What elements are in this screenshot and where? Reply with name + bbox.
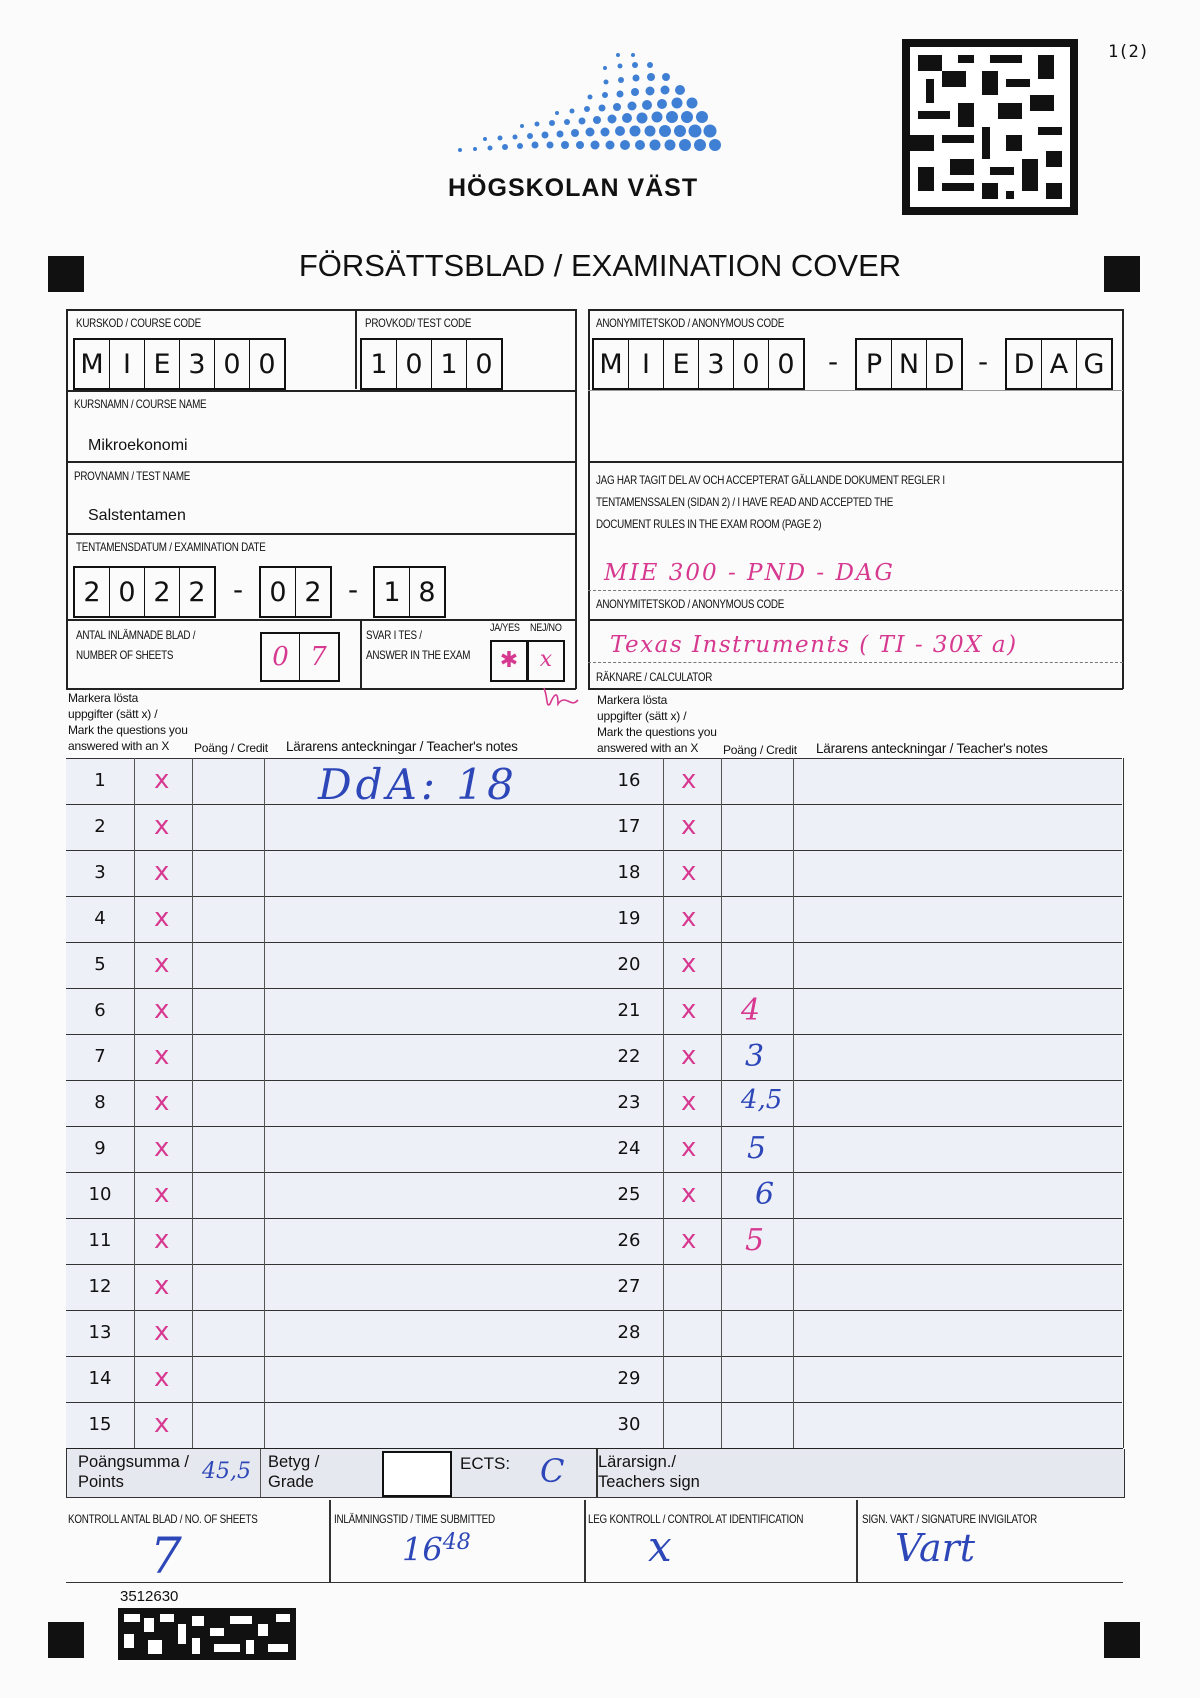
calculator-value: Texas Instruments ( TI - 30X a) (610, 632, 1018, 658)
sheets-label-line: ANTAL INLÄMNADE BLAD / (76, 628, 196, 642)
handwritten-anonymous-code: MIE 300 - PND - DAG (604, 560, 895, 586)
sheets-control-label: KONTROLL ANTAL BLAD / NO. OF SHEETS (68, 1512, 258, 1526)
table-row (595, 758, 1122, 805)
teacher-note: DdA: 18 (318, 760, 518, 809)
question-number: 17 (617, 816, 641, 837)
question-number: 19 (617, 908, 641, 929)
table-row (595, 804, 1122, 851)
question-number: 3 (94, 862, 106, 883)
question-number: 7 (94, 1046, 106, 1067)
date-char: 2 (75, 568, 110, 616)
notes-column-header: Lärarens anteckningar / Teacher's notes (286, 739, 518, 754)
course-code-label: KURSKOD / COURSE CODE (76, 316, 201, 330)
test-code-char: 1 (432, 340, 467, 388)
answered-mark: x (154, 1225, 170, 1255)
question-number: 1 (94, 770, 106, 791)
sheets-label (76, 625, 195, 665)
mark-header-line: Markera lösta (597, 693, 668, 707)
course-code-char: E (145, 340, 180, 388)
time-hour: 16 (402, 1530, 443, 1569)
calculator-label: RÄKNARE / CALCULATOR (596, 670, 713, 684)
page-title: FÖRSÄTTSBLAD / EXAMINATION COVER (298, 248, 902, 283)
question-number: 28 (617, 1322, 641, 1343)
question-number: 24 (617, 1138, 641, 1159)
answered-mark: x (681, 1041, 697, 1071)
exam-date-day (373, 566, 446, 618)
question-number: 16 (617, 770, 641, 791)
date-char: 2 (145, 568, 180, 616)
table-row (595, 1356, 1122, 1403)
question-number: 20 (617, 954, 641, 975)
question-number: 8 (94, 1092, 106, 1113)
answered-mark: x (154, 857, 170, 887)
rules-accept-line: JAG HAR TAGIT DEL AV OCH ACCEPTERAT GÄLLANDE DOKUMENT REGLER I (596, 473, 945, 487)
points-label (78, 1452, 189, 1492)
anonymous-code-char: P (857, 340, 892, 388)
grade-box (382, 1451, 452, 1497)
table-row (595, 942, 1122, 989)
answer-in-exam-label-line: SVAR I TES / (366, 628, 422, 642)
table-row (595, 1034, 1122, 1081)
question-number: 22 (617, 1046, 641, 1067)
answered-mark: x (154, 1409, 170, 1439)
anonymous-code-part2 (855, 338, 963, 390)
barcode-number: 3512630 (120, 1588, 179, 1605)
answered-mark: x (154, 1317, 170, 1347)
anonymous-code-part3 (1005, 338, 1113, 390)
course-name-label: KURSNAMN / COURSE NAME (74, 397, 207, 411)
table-row (66, 1172, 595, 1219)
table-row (595, 1264, 1122, 1311)
initials-scribble-icon (540, 684, 580, 712)
rows-left (66, 758, 595, 1448)
points-label-line: Points (78, 1473, 124, 1491)
mark-header-line: answered with an X (68, 739, 170, 753)
yes-mark: ✱ (499, 648, 519, 673)
question-number: 15 (88, 1414, 112, 1435)
course-code-char: 0 (215, 340, 250, 388)
credit-points: 6 (755, 1177, 775, 1212)
answered-mark: x (154, 811, 170, 841)
date-separator: - (233, 573, 244, 606)
invigilator-signature: Vart (895, 1526, 976, 1570)
sheets-label-line: NUMBER OF SHEETS (76, 648, 174, 662)
question-number: 21 (617, 1000, 641, 1021)
mark-header-line: answered with an X (597, 741, 699, 755)
credit-points: 4,5 (741, 1085, 783, 1115)
qr-code (902, 37, 1078, 217)
table-row (66, 804, 595, 851)
barcode (118, 1608, 296, 1660)
test-code-char: 1 (362, 340, 397, 388)
table-row (66, 850, 595, 897)
table-row (595, 896, 1122, 943)
question-number: 2 (94, 816, 106, 837)
question-number: 18 (617, 862, 641, 883)
grade-label (268, 1452, 319, 1492)
mark-header-line: Markera lösta (68, 691, 139, 705)
table-row (66, 1264, 595, 1311)
course-code-char: 3 (180, 340, 215, 388)
question-number: 30 (617, 1414, 641, 1435)
test-code-label: PROVKOD/ TEST CODE (365, 316, 472, 330)
answered-mark: x (681, 811, 697, 841)
answered-mark: x (681, 765, 697, 795)
credit-column-header: Poäng / Credit (194, 741, 268, 755)
table-row (595, 1310, 1122, 1357)
question-number: 26 (617, 1230, 641, 1251)
question-number: 11 (88, 1230, 112, 1251)
points-total: 45,5 (202, 1459, 251, 1484)
logo-text: HÖGSKOLAN VÄST (448, 174, 699, 202)
time-submitted-value (402, 1530, 471, 1569)
answered-mark: x (154, 995, 170, 1025)
yes-label: JA/YES (490, 622, 520, 634)
mark-header-line: Mark the questions you (597, 725, 717, 739)
identification-control-value: x (648, 1522, 672, 1571)
test-code-char: 0 (475, 348, 493, 380)
answered-mark: x (681, 903, 697, 933)
answered-mark: x (154, 903, 170, 933)
anonymous-code-separator: - (978, 345, 989, 378)
rules-accept-line: TENTAMENSSALEN (SIDAN 2) / I HAVE READ AND ACCEPTED THE (596, 495, 894, 509)
test-code-boxes (360, 338, 503, 390)
corner-marker (1104, 1622, 1140, 1658)
question-number: 13 (88, 1322, 112, 1343)
table-row (66, 896, 595, 943)
date-char: 0 (261, 568, 296, 616)
table-row (595, 1218, 1122, 1265)
rules-accept-line: DOCUMENT RULES IN THE EXAM ROOM (PAGE 2) (596, 517, 822, 531)
table-row (66, 1080, 595, 1127)
teacher-sign-label (598, 1452, 700, 1492)
answered-mark: x (681, 1087, 697, 1117)
mark-header-line: uppgifter (sätt x) / (68, 707, 158, 721)
credit-points: 5 (747, 1131, 767, 1166)
question-number: 6 (94, 1000, 106, 1021)
table-row (595, 988, 1122, 1035)
table-row (66, 1310, 595, 1357)
table-row (66, 1126, 595, 1173)
anonymous-code-char: 0 (777, 348, 795, 380)
answered-mark: x (154, 1087, 170, 1117)
answered-mark: x (154, 949, 170, 979)
test-name-label: PROVNAMN / TEST NAME (74, 469, 191, 483)
anonymous-code-char: D (933, 348, 955, 380)
grade-label-line: Betyg / (268, 1453, 320, 1471)
answered-mark: x (154, 1271, 170, 1301)
table-row (66, 988, 595, 1035)
answered-mark: x (681, 1179, 697, 1209)
test-name-value: Salstentamen (88, 507, 186, 524)
no-label: NEJ/NO (530, 622, 562, 634)
sheets-digit: 0 (262, 634, 300, 680)
answered-mark: x (154, 1133, 170, 1163)
date-char: 2 (304, 576, 322, 608)
course-name-value: Mikroekonomi (88, 437, 188, 454)
date-char: 8 (418, 576, 436, 608)
credit-points: 4 (741, 993, 761, 1028)
question-number: 4 (94, 908, 106, 929)
answered-mark: x (681, 995, 697, 1025)
mark-column-header (68, 690, 188, 754)
credit-points: 5 (745, 1223, 765, 1258)
mark-column-header (597, 692, 717, 756)
table-row (66, 1402, 595, 1449)
corner-marker (48, 1622, 84, 1658)
question-number: 5 (94, 954, 106, 975)
date-separator: - (348, 573, 359, 606)
grade-label-line: Grade (268, 1473, 314, 1491)
exam-date-month (259, 566, 332, 618)
answered-mark: x (154, 765, 170, 795)
teacher-sign-label-line: Teachers sign (598, 1473, 700, 1491)
logo-dots-icon (440, 50, 750, 160)
course-code-boxes (73, 338, 286, 390)
table-row (595, 1172, 1122, 1219)
ects-label: ECTS: (460, 1454, 511, 1473)
answered-mark: x (154, 1041, 170, 1071)
sheets-control-value: 7 (150, 1527, 182, 1585)
date-char: 0 (110, 568, 145, 616)
points-label-line: Poängsumma / (78, 1453, 189, 1471)
mark-header-line: Mark the questions you (68, 723, 188, 737)
no-checkbox (527, 640, 565, 682)
answered-mark: x (681, 1225, 697, 1255)
table-row (595, 850, 1122, 897)
anonymous-code-char: G (1083, 348, 1105, 380)
credit-points: 3 (745, 1039, 765, 1074)
anonymous-code-confirm-label: ANONYMITETSKOD / ANONYMOUS CODE (596, 597, 785, 611)
course-code-char: M (75, 340, 110, 388)
anonymous-code-char: M (594, 340, 629, 388)
answered-mark: x (154, 1179, 170, 1209)
sheets-boxes (260, 632, 340, 682)
anonymous-code-char: A (1042, 340, 1077, 388)
table-row (595, 1126, 1122, 1173)
rules-accept-text (596, 469, 945, 535)
course-code-char: 0 (258, 348, 276, 380)
question-number: 23 (617, 1092, 641, 1113)
anonymous-code-label: ANONYMITETSKOD / ANONYMOUS CODE (596, 316, 785, 330)
answered-mark: x (681, 1133, 697, 1163)
anonymous-code-char: 0 (734, 340, 769, 388)
table-row (66, 1034, 595, 1081)
table-row (595, 1402, 1122, 1449)
table-row (66, 1356, 595, 1403)
identification-control-label: LEG KONTROLL / CONTROL AT IDENTIFICATION (588, 1512, 804, 1526)
answered-mark: x (154, 1363, 170, 1393)
question-number: 25 (617, 1184, 641, 1205)
answered-mark: x (681, 857, 697, 887)
course-code-char: I (110, 340, 145, 388)
answer-in-exam-label-line: ANSWER IN THE EXAM (366, 648, 471, 662)
mark-header-line: uppgifter (sätt x) / (597, 709, 687, 723)
answer-in-exam-label (366, 625, 470, 665)
invigilator-label: SIGN. VAKT / SIGNATURE INVIGILATOR (862, 1512, 1037, 1526)
table-row (66, 942, 595, 989)
anonymous-code-char: I (629, 340, 664, 388)
exam-date-year (73, 566, 216, 618)
anonymous-code-separator: - (828, 345, 839, 378)
anonymous-code-char: N (892, 340, 927, 388)
teacher-sign-label-line: Lärarsign./ (598, 1453, 676, 1471)
no-mark: x (539, 647, 553, 672)
question-number: 9 (94, 1138, 106, 1159)
question-number: 12 (88, 1276, 112, 1297)
credit-column-header: Poäng / Credit (723, 743, 797, 757)
rows-right (595, 758, 1122, 1448)
question-number: 29 (617, 1368, 641, 1389)
time-minute: 48 (442, 1530, 471, 1555)
time-submitted-label: INLÄMNINGSTID / TIME SUBMITTED (334, 1512, 495, 1526)
notes-column-header: Lärarens anteckningar / Teacher's notes (816, 741, 1048, 756)
anonymous-code-char: D (1007, 340, 1042, 388)
page-number: 1(2) (1108, 42, 1149, 62)
yes-checkbox (490, 640, 528, 682)
table-row (595, 1080, 1122, 1127)
sheets-digit: 7 (310, 642, 327, 672)
exam-date-label: TENTAMENSDATUM / EXAMINATION DATE (76, 540, 266, 554)
date-char: 1 (375, 568, 410, 616)
table-row (66, 1218, 595, 1265)
answered-mark: x (681, 949, 697, 979)
test-code-char: 0 (397, 340, 432, 388)
anonymous-code-char: E (664, 340, 699, 388)
university-logo (440, 50, 750, 205)
question-number: 27 (617, 1276, 641, 1297)
question-number: 14 (88, 1368, 112, 1389)
ects-grade: C (540, 1452, 565, 1490)
anonymous-code-part1 (592, 338, 805, 390)
anonymous-code-char: 3 (699, 340, 734, 388)
question-number: 10 (88, 1184, 112, 1205)
date-char: 2 (188, 576, 206, 608)
